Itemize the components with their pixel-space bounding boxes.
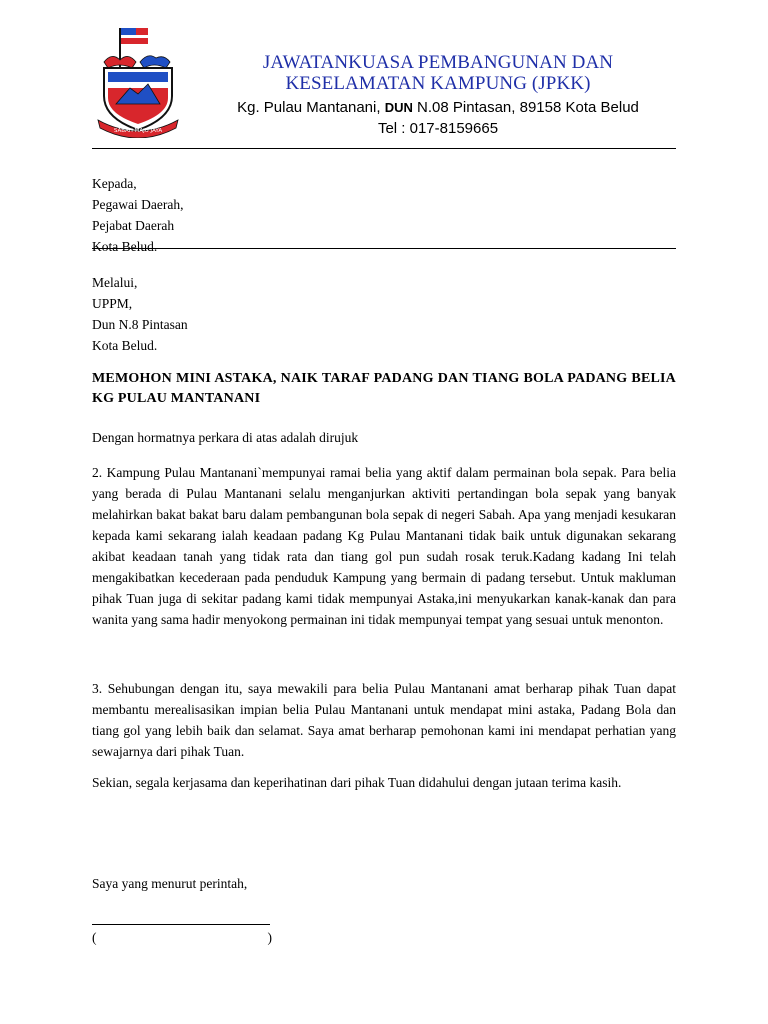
recipient-line: Kota Belud. [92, 239, 158, 254]
recipient-divider [92, 248, 676, 249]
address-rest: N.08 Pintasan, 89158 Kota Belud [417, 99, 639, 116]
body-paragraph-closing: Sekian, segala kerjasama dan keperihatinan dari pihak Tuan didahului dengan jutaan terima kasih. [92, 775, 622, 790]
opening-line: Dengan hormatnya perkara di atas adalah dirujuk [92, 430, 359, 445]
via-line: UPPM, [92, 296, 133, 311]
bracket-open: ( [92, 930, 97, 945]
letterhead [200, 52, 676, 138]
letter-subject: MEMOHON MINI ASTAKA, NAIK TARAF PADANG DAN TIANG BOLA PADANG BELIA KG PULAU MANTANANI [92, 371, 676, 406]
via-line: Melalui, [92, 275, 138, 290]
closing-line: Saya yang menurut perintah, [92, 876, 248, 891]
sabah-coat-of-arms-logo [90, 22, 186, 138]
org-address [200, 99, 676, 117]
recipient-line: Pejabat Daerah [92, 218, 175, 233]
address-village: Kg. Pulau Mantanani [237, 99, 377, 116]
signature-name-brackets [92, 929, 272, 947]
address-comma: , [376, 99, 381, 116]
org-name-line1: JAWATANKUASA PEMBANGUNAN DAN [262, 52, 614, 73]
recipient-line: Pegawai Daerah, [92, 197, 184, 212]
address-dun-label: DUN [384, 100, 413, 115]
recipient-line: Kepada, [92, 176, 137, 191]
recipient-block [92, 173, 183, 257]
body-paragraph-2: 2. Kampung Pulau Mantanani`mempunyai ramai belia yang aktif dalam permainan bola sepak. Para belia yang berada di Pulau Mantanani selalu menganjurkan aktiviti pertandingan bola sepak yang banyak melahirkan bakat bakat baru dalam pembangunan bola sepak di negeri Sabah. Apa yang menjadi kesukaran kepada kami sekarang ialah keadaan padang Kg Pulau Mantanani tidak baik untuk digunakan sekarang akibat keadaan tanah yang tidak rata dan tiang gol pun sudah rosak teruk.Kadang kadang Ini telah mengakibatkan kecederaan pada penduduk Kampung yang bermain di padang tersebut. Untuk makluman pihak Tuan juga di sekitar padang kami tidak mempunyai Astaka,ini menyukarkan kanak-kanak dan para wanita yang sama hadir menyokong permainan ini tidak mempunyai tempat yang sesuai untuk menonton. [92, 465, 676, 627]
header-divider [92, 148, 676, 149]
bracket-close: ) [267, 930, 272, 945]
via-line: Dun N.8 Pintasan [92, 317, 188, 332]
body-paragraph-3: 3. Sehubungan dengan itu, saya mewakili para belia Pulau Mantanani amat berharap pihak Tuan dapat membantu merealisasikan impian belia Pulau Mantanani untuk mendapat mini astaka, Padang Bola dan tiang gol yang lebih baik dan selamat. Saya amat berharap pemohonan kami ini mendapat perhatian yang sewajarnya dari pihak Tuan. [92, 681, 676, 759]
logo-motto-text: SABAH MAJU JAYA [113, 128, 163, 134]
via-block [92, 272, 188, 356]
via-line: Kota Belud. [92, 338, 158, 353]
signature-line [92, 924, 270, 925]
org-phone: Tel : 017-8159665 [377, 120, 499, 137]
org-name-line2: KESELAMATAN KAMPUNG (JPKK) [285, 73, 591, 94]
